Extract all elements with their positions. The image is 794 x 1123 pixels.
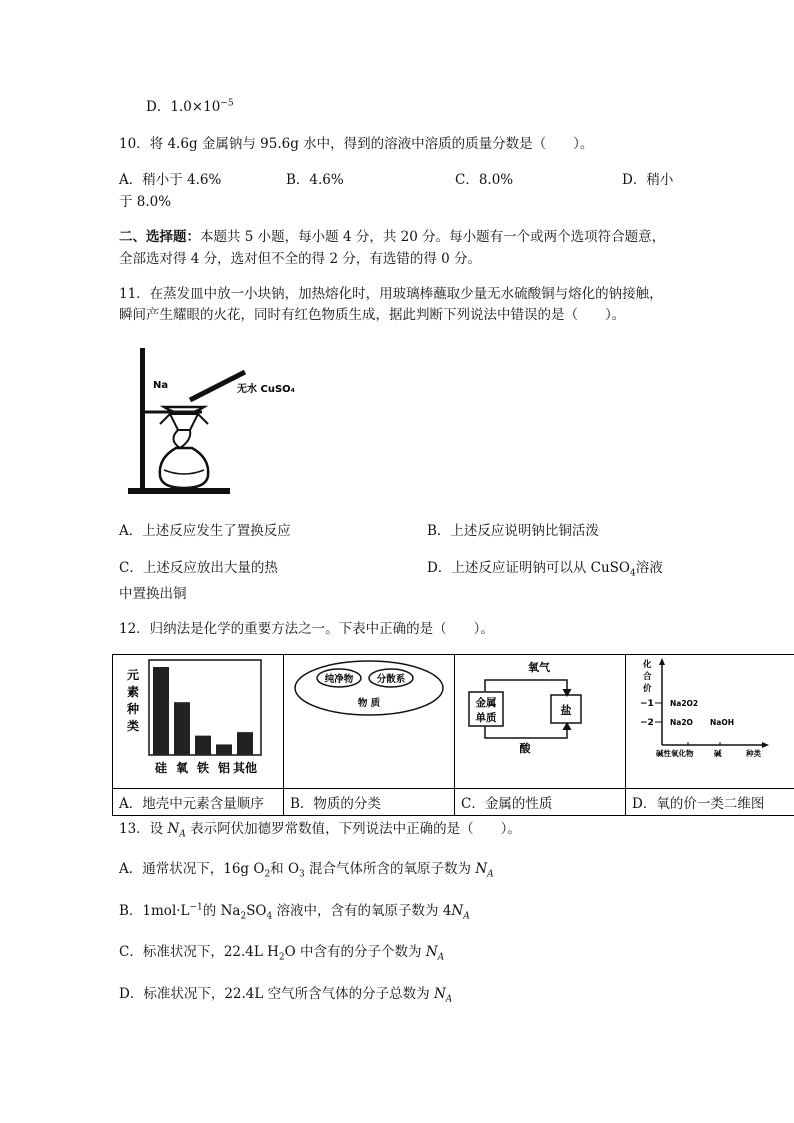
q11-option-b: B．上述反应说明钠比铜活泼 xyxy=(427,523,599,539)
q9-option-d: D．$1.0\times 10^{-5}$ xyxy=(146,98,234,115)
q12-metal-property-diagram xyxy=(455,655,625,788)
section2-heading: 二、选择题： xyxy=(119,229,200,245)
q13-stem: 13．设 $N_A$ 表示阿伏加德罗常数值，下列说法中正确的是（ ）。 xyxy=(119,821,521,840)
salt-label: 盐 xyxy=(560,704,572,717)
q11-stem-2: 瞬间产生耀眼的火花，同时有红色物质生成，据此判断下列说法中错误的是（ ）。 xyxy=(119,307,626,323)
q12-stem: 12．归纳法是化学的重要方法之一。下表中正确的是（ ）。 xyxy=(119,621,494,637)
ylabel-char-3: 类 xyxy=(127,719,140,733)
q11-option-d-cont: 中置换出铜 xyxy=(119,586,187,602)
chart-ylabel xyxy=(126,667,139,733)
xlabel-kind: 种类 xyxy=(746,749,761,758)
section2-line1: 二、选择题：本题共 5 小题，每小题 4 分，共 20 分。每小题有一个或两个选项符合题意， xyxy=(119,229,666,245)
bar-label-0: 硅 xyxy=(154,761,168,775)
valence-ylabel-3: 价 xyxy=(643,684,652,694)
q12-cell-d xyxy=(626,655,794,789)
q12-valence-diagram xyxy=(626,655,794,788)
ylabel-char-1: 素 xyxy=(127,685,140,699)
q10-option-c: C．8.0% xyxy=(455,172,514,188)
acid-label: 酸 xyxy=(519,742,531,755)
q13-option-d: D．标准状况下，22.4L 空气所含气体的分子总数为 $N_A$ xyxy=(119,986,453,1005)
dispersion-label: 分散系 xyxy=(376,674,406,685)
na2o2-point: Na2O2 xyxy=(670,699,699,708)
q10-option-b: B．4.6% xyxy=(286,172,344,188)
q10-option-d: D．稍小 xyxy=(622,172,674,188)
q12-caption-b: B．物质的分类 xyxy=(284,789,455,816)
metal-label-1: 金属 xyxy=(475,697,497,709)
na-label: Na xyxy=(153,380,169,391)
metal-label-2: 单质 xyxy=(475,712,497,724)
cuso4-label: 无水 CuSO₄ xyxy=(237,384,296,395)
ytick-minus-1: −1 xyxy=(640,699,654,709)
q12-caption-c: C．金属的性质 xyxy=(455,789,626,816)
xcat-base: 碱 xyxy=(714,749,722,758)
bar-2 xyxy=(195,736,211,755)
q10-option-a: A．稍小于 4.6% xyxy=(119,172,222,188)
q11-apparatus-figure xyxy=(120,340,300,500)
q10-option-d-cont: 于 8.0% xyxy=(119,194,172,210)
q12-caption-d: D．氧的价一类二维图 xyxy=(626,789,794,816)
valence-ylabel-1: 化 xyxy=(643,660,652,670)
xcat-basic-oxide: 碱性氧化物 xyxy=(656,749,694,758)
q11-option-a: A．上述反应发生了置换反应 xyxy=(119,523,291,539)
bar-label-3: 铝 xyxy=(217,761,231,775)
pure-substance-label: 纯净物 xyxy=(324,674,354,685)
q12-caption-a: A．地壳中元素含量顺序 xyxy=(113,789,284,816)
bar-0 xyxy=(153,667,169,755)
ytick-minus-2: −2 xyxy=(640,718,654,728)
oxygen-label: 氧气 xyxy=(528,661,550,674)
ylabel-char-2: 种 xyxy=(127,702,140,716)
bar-label-1: 氧 xyxy=(175,761,189,775)
bar-4 xyxy=(237,732,253,755)
q13-option-c: C．标准状况下，22.4L $H_2O$ 中含有的分子个数为 $N_A$ xyxy=(119,944,445,963)
q12-bar-chart xyxy=(113,655,283,788)
valence-ylabel-2: 合 xyxy=(643,672,652,682)
bar-label-4: 其他 xyxy=(232,761,258,775)
substance-label: 物 质 xyxy=(357,698,381,709)
q11-option-d: D．上述反应证明钠可以从 CuSO$_4$溶液 xyxy=(427,560,663,579)
q13-option-a: A．通常状况下，16g $O_2$和 $O_3$ 混合气体所含的氧原子数为 $N_A$ xyxy=(119,861,494,880)
naoh-point: NaOH xyxy=(710,718,734,727)
q12-classification-diagram xyxy=(284,655,454,788)
q12-cell-b xyxy=(284,655,455,789)
q12-options-table xyxy=(112,654,794,816)
q10-stem: 10．将 4.6g 金属钠与 95.6g 水中，得到的溶液中溶质的质量分数是（ ）。 xyxy=(119,136,594,152)
q12-cell-c xyxy=(455,655,626,789)
bar-label-2: 铁 xyxy=(196,761,210,775)
ylabel-char-0: 元 xyxy=(127,668,140,682)
bar-3 xyxy=(216,744,232,755)
section2-line2: 全部选对得 4 分，选对但不全的得 2 分，有选错的得 0 分。 xyxy=(119,251,482,267)
q11-stem-1: 11．在蒸发皿中放一小块钠，加热熔化时，用玻璃棒蘸取少量无水硫酸铜与熔化的钠接触， xyxy=(119,286,663,302)
q13-option-b: B．$1mol\cdot L^{-1}$的 $Na_2SO_4$ 溶液中，含有的氧原子数为 $4N_A$ xyxy=(119,902,470,922)
bar-1 xyxy=(174,702,190,755)
q12-cell-a xyxy=(113,655,284,789)
na2o-point: Na2O xyxy=(670,718,693,727)
q11-option-c: C．上述反应放出大量的热 xyxy=(119,560,278,576)
